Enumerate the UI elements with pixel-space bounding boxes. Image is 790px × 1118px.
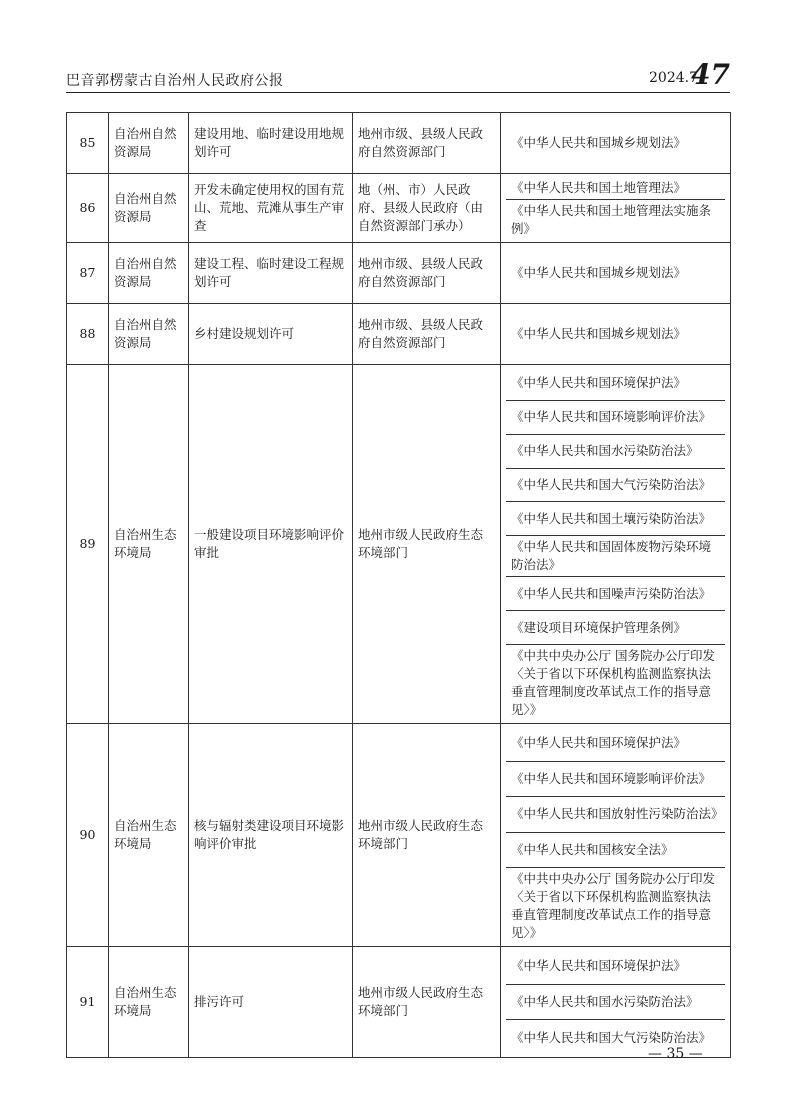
permit-item-cell: 开发未确定使用权的国有荒山、荒地、荒滩从事生产审查 (189, 174, 353, 243)
row-number: 91 (67, 947, 109, 1058)
permit-item-cell: 核与辐射类建设项目环境影响评价审批 (189, 724, 353, 947)
permit-item-cell: 一般建设项目环境影响评价审批 (189, 365, 353, 724)
legal-basis-item: 《中华人民共和国放射性污染防治法》 (506, 796, 725, 832)
authority-cell: 地州市级、县级人民政府自然资源部门 (353, 243, 501, 304)
legal-basis-item: 《中华人民共和国水污染防治法》 (506, 984, 725, 1020)
permit-item-cell: 建设工程、临时建设工程规划许可 (189, 243, 353, 304)
legal-basis-list (506, 367, 725, 721)
publication-title: 巴音郭楞蒙古自治州人民政府公报 (66, 73, 284, 89)
authority-cell: 地州市级人民政府生态环境部门 (353, 724, 501, 947)
legal-basis-list (506, 726, 725, 944)
authority-cell: 地（州、市）人民政府、县级人民政府（由自然资源部门承办） (353, 174, 501, 243)
row-number: 89 (67, 365, 109, 724)
department-cell: 自治州自然资源局 (109, 304, 189, 365)
table-row (67, 174, 731, 243)
legal-basis-item: 《中华人民共和国水污染防治法》 (506, 434, 725, 468)
legal-basis-item: 《中华人民共和国大气污染防治法》 (506, 1019, 725, 1055)
page-header (66, 58, 730, 91)
legal-basis-item: 《中华人民共和国环境保护法》 (511, 735, 687, 751)
table-row (67, 304, 731, 365)
department-cell: 自治州生态环境局 (109, 947, 189, 1058)
legal-basis-item: 《中华人民共和国环境保护法》 (511, 958, 687, 974)
legal-basis-cell (501, 304, 731, 365)
header-divider (66, 92, 730, 93)
legal-basis-item: 《中华人民共和国核安全法》 (506, 832, 725, 868)
legal-basis-item: 《中华人民共和国城乡规划法》 (511, 326, 687, 341)
legal-basis-cell (501, 174, 731, 243)
permit-item-cell: 建设用地、临时建设用地规划许可 (189, 113, 353, 174)
row-number: 90 (67, 724, 109, 947)
legal-basis-cell (501, 365, 731, 724)
legal-basis-item: 《中共中央办公厅 国务院办公厅印发〈关于省以下环保机构监测监察执法垂直管理制度改革试点工作的指导意见〉》 (506, 867, 725, 944)
legal-basis-list (506, 176, 725, 240)
legal-basis-item: 《中华人民共和国噪声污染防治法》 (506, 576, 725, 610)
permit-table (66, 112, 731, 1058)
legal-basis-item: 《中华人民共和国土地管理法》 (511, 179, 687, 195)
authority-cell: 地州市级、县级人民政府自然资源部门 (353, 113, 501, 174)
legal-basis-cell (501, 724, 731, 947)
issue-date: 2024.7 (649, 70, 698, 86)
legal-basis-item: 《中华人民共和国土壤污染防治法》 (506, 501, 725, 535)
row-number: 88 (67, 304, 109, 365)
row-number: 85 (67, 113, 109, 174)
permit-item-cell: 排污许可 (189, 947, 353, 1058)
legal-basis-item: 《中华人民共和国环境影响评价法》 (506, 761, 725, 797)
legal-basis-cell (501, 113, 731, 174)
issue-number: 47 (691, 58, 730, 91)
row-number: 87 (67, 243, 109, 304)
legal-basis-list (506, 949, 725, 1055)
table-row (67, 243, 731, 304)
legal-basis-list (506, 245, 725, 301)
legal-basis-list (506, 115, 725, 171)
legal-basis-item: 《中华人民共和国环境影响评价法》 (506, 400, 725, 434)
table-row (67, 947, 731, 1058)
permit-item-cell: 乡村建设规划许可 (189, 304, 353, 365)
page-number: — 35 — (648, 1046, 703, 1062)
row-number: 86 (67, 174, 109, 243)
table-row (67, 365, 731, 724)
department-cell: 自治州自然资源局 (109, 174, 189, 243)
authority-cell: 地州市级、县级人民政府自然资源部门 (353, 304, 501, 365)
table-row (67, 113, 731, 174)
authority-cell: 地州市级人民政府生态环境部门 (353, 365, 501, 724)
legal-basis-list (506, 306, 725, 362)
authority-cell: 地州市级人民政府生态环境部门 (353, 947, 501, 1058)
legal-basis-item: 《建设项目环境保护管理条例》 (506, 610, 725, 644)
department-cell: 自治州自然资源局 (109, 243, 189, 304)
legal-basis-item: 《中华人民共和国固体废物污染环境防治法》 (506, 535, 725, 576)
legal-basis-cell (501, 947, 731, 1058)
department-cell: 自治州自然资源局 (109, 113, 189, 174)
legal-basis-item: 《中华人民共和国城乡规划法》 (511, 135, 687, 150)
legal-basis-item: 《中共中央办公厅 国务院办公厅印发〈关于省以下环保机构监测监察执法垂直管理制度改革试点工作的指导意见〉》 (506, 644, 725, 721)
legal-basis-item: 《中华人民共和国大气污染防治法》 (506, 468, 725, 502)
department-cell: 自治州生态环境局 (109, 365, 189, 724)
legal-basis-item: 《中华人民共和国城乡规划法》 (511, 265, 687, 280)
legal-basis-cell (501, 243, 731, 304)
legal-basis-item: 《中华人民共和国环境保护法》 (511, 375, 687, 391)
legal-basis-item: 《中华人民共和国土地管理法实施条例》 (506, 199, 725, 240)
table-row (67, 724, 731, 947)
department-cell: 自治州生态环境局 (109, 724, 189, 947)
